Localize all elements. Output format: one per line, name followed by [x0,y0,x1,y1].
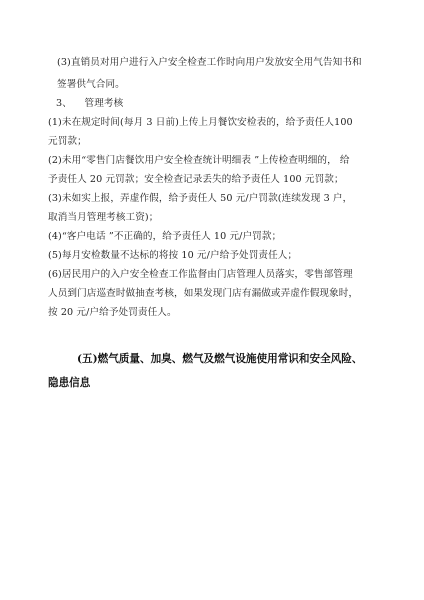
rule-2-line-2: 予责任人 20 元罚款；安全检查记录丢失的给予责任人 100 元罚款； [48,174,344,185]
rule-4: (4)“客户电话 ”不正确的，给予责任人 10 元/户罚款； [48,231,282,242]
rule-1-line-1: (1)未在规定时间(每月 3 日前)上传上月餐饮安检表的，给予责任人100 [48,117,353,128]
paragraph-3-line-1: (3)直销员对用户进行入户安全检查工作时向用户发放安全用气告知书和 [57,57,362,68]
section-3-heading [56,97,123,110]
section-3-title: 管理考核 [84,98,124,109]
section-heading-line-1: (五)燃气质量、加臭、燃气及燃气设施使用常识和安全风险、 [77,353,363,365]
section-3-number: 3、 [56,98,72,109]
rule-1-line-2: 元罚款； [48,136,87,147]
rule-2-line-1: (2)未用“零售门店餐饮用户安全检查统计明细表 ”上传检查明细的， 给 [48,155,350,166]
section-heading-line-2: 隐患信息 [48,377,91,389]
rule-5: (5)每月安检数量不达标的将按 10 元/户给予处罚责任人； [48,250,298,261]
rule-3-line-1: (3)未如实上报，弄虚作假，给予责任人 50 元/户罚款(连续发现 3 户， [48,193,353,204]
rule-3-line-2: 取消当月管理考核工资)； [48,212,159,223]
rule-6-line-2: 人员到门店巡查时做抽查考核，如果发现门店有漏做或弄虚作假现象时， [48,288,359,299]
rule-6-line-3: 按 20 元/户给予处罚责任人。 [48,307,177,318]
rule-6-line-1: (6)居民用户的入户安全检查工作监督由门店管理人员落实，零售部管理 [48,269,353,280]
paragraph-3-line-2: 签署供气合同。 [57,79,125,90]
